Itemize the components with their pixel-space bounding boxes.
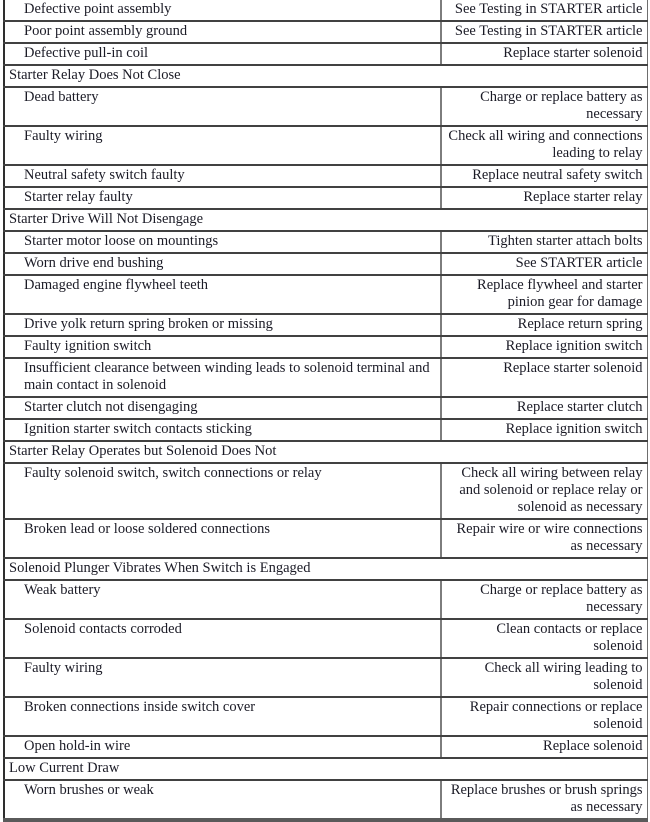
remedy-cell: Replace starter clutch [441,397,647,419]
problem-cell: Starter relay faulty [4,187,441,209]
table-row [4,231,647,253]
remedy-cell: Check all wiring and connections leading to relay [441,126,647,165]
table-row [4,126,647,165]
troubleshooting-table [3,0,648,822]
remedy-cell: Repair connections or replace solenoid [441,697,647,736]
problem-cell: Solenoid contacts corroded [4,619,441,658]
remedy-cell: Replace ignition switch [441,336,647,358]
problem-cell: Weak battery [4,580,441,619]
section-title: Low Current Draw [4,758,647,780]
remedy-cell: Replace return spring [441,314,647,336]
section-row [4,441,647,463]
problem-cell: Defective pull-in coil [4,43,441,65]
table-row [4,780,647,820]
problem-cell: Starter motor loose on mountings [4,231,441,253]
problem-cell: Drive yolk return spring broken or missing [4,314,441,336]
table-row [4,580,647,619]
section-title: Starter Relay Operates but Solenoid Does Not [4,441,647,463]
table-row [4,736,647,758]
remedy-cell: Replace flywheel and starter pinion gear for damage [441,275,647,314]
problem-cell: Dead battery [4,87,441,126]
problem-cell: Ignition starter switch contacts sticking [4,419,441,441]
remedy-cell: Charge or replace battery as necessary [441,87,647,126]
table-row [4,314,647,336]
table-row [4,519,647,558]
remedy-cell: See Testing in STARTER article [441,0,647,21]
remedy-cell: Tighten starter attach bolts [441,231,647,253]
remedy-cell: Check all wiring between relay and solenoid or replace relay or solenoid as necessary [441,463,647,519]
problem-cell: Faulty wiring [4,126,441,165]
problem-cell: Broken connections inside switch cover [4,697,441,736]
problem-cell: Insufficient clearance between winding leads to solenoid terminal and main contact in solenoid [4,358,441,397]
table-row [4,165,647,187]
remedy-cell: Replace starter solenoid [441,358,647,397]
section-row [4,209,647,231]
table-row [4,87,647,126]
section-title: Solenoid Plunger Vibrates When Switch is Engaged [4,558,647,580]
remedy-cell: Clean contacts or replace solenoid [441,619,647,658]
section-row [4,65,647,87]
remedy-cell: Replace solenoid [441,736,647,758]
remedy-cell: See STARTER article [441,253,647,275]
table-row [4,658,647,697]
problem-cell: Starter clutch not disengaging [4,397,441,419]
problem-cell: Worn brushes or weak [4,780,441,820]
problem-cell: Faulty ignition switch [4,336,441,358]
remedy-cell: Repair wire or wire connections as necessary [441,519,647,558]
section-row [4,758,647,780]
problem-cell: Faulty wiring [4,658,441,697]
remedy-cell: Replace brushes or brush springs as necessary [441,780,647,820]
remedy-cell: Check all wiring leading to solenoid [441,658,647,697]
section-title: Starter Drive Will Not Disengage [4,209,647,231]
remedy-cell: Replace ignition switch [441,419,647,441]
remedy-cell: Replace neutral safety switch [441,165,647,187]
problem-cell: Neutral safety switch faulty [4,165,441,187]
table-row [4,397,647,419]
table-row [4,43,647,65]
table-row [4,187,647,209]
problem-cell: Open hold-in wire [4,736,441,758]
table-row [4,358,647,397]
problem-cell: Poor point assembly ground [4,21,441,43]
remedy-cell: Replace starter solenoid [441,43,647,65]
problem-cell: Defective point assembly [4,0,441,21]
table-row [4,463,647,519]
problem-cell: Worn drive end bushing [4,253,441,275]
table-row [4,21,647,43]
section-title: Starter Relay Does Not Close [4,65,647,87]
table-row [4,336,647,358]
table-row [4,619,647,658]
table-row [4,0,647,21]
table-row [4,275,647,314]
table-row [4,253,647,275]
table-row [4,697,647,736]
problem-cell: Damaged engine flywheel teeth [4,275,441,314]
problem-cell: Broken lead or loose soldered connections [4,519,441,558]
remedy-cell: See Testing in STARTER article [441,21,647,43]
remedy-cell: Replace starter relay [441,187,647,209]
table-row [4,419,647,441]
section-row [4,558,647,580]
remedy-cell: Charge or replace battery as necessary [441,580,647,619]
problem-cell: Faulty solenoid switch, switch connections or relay [4,463,441,519]
